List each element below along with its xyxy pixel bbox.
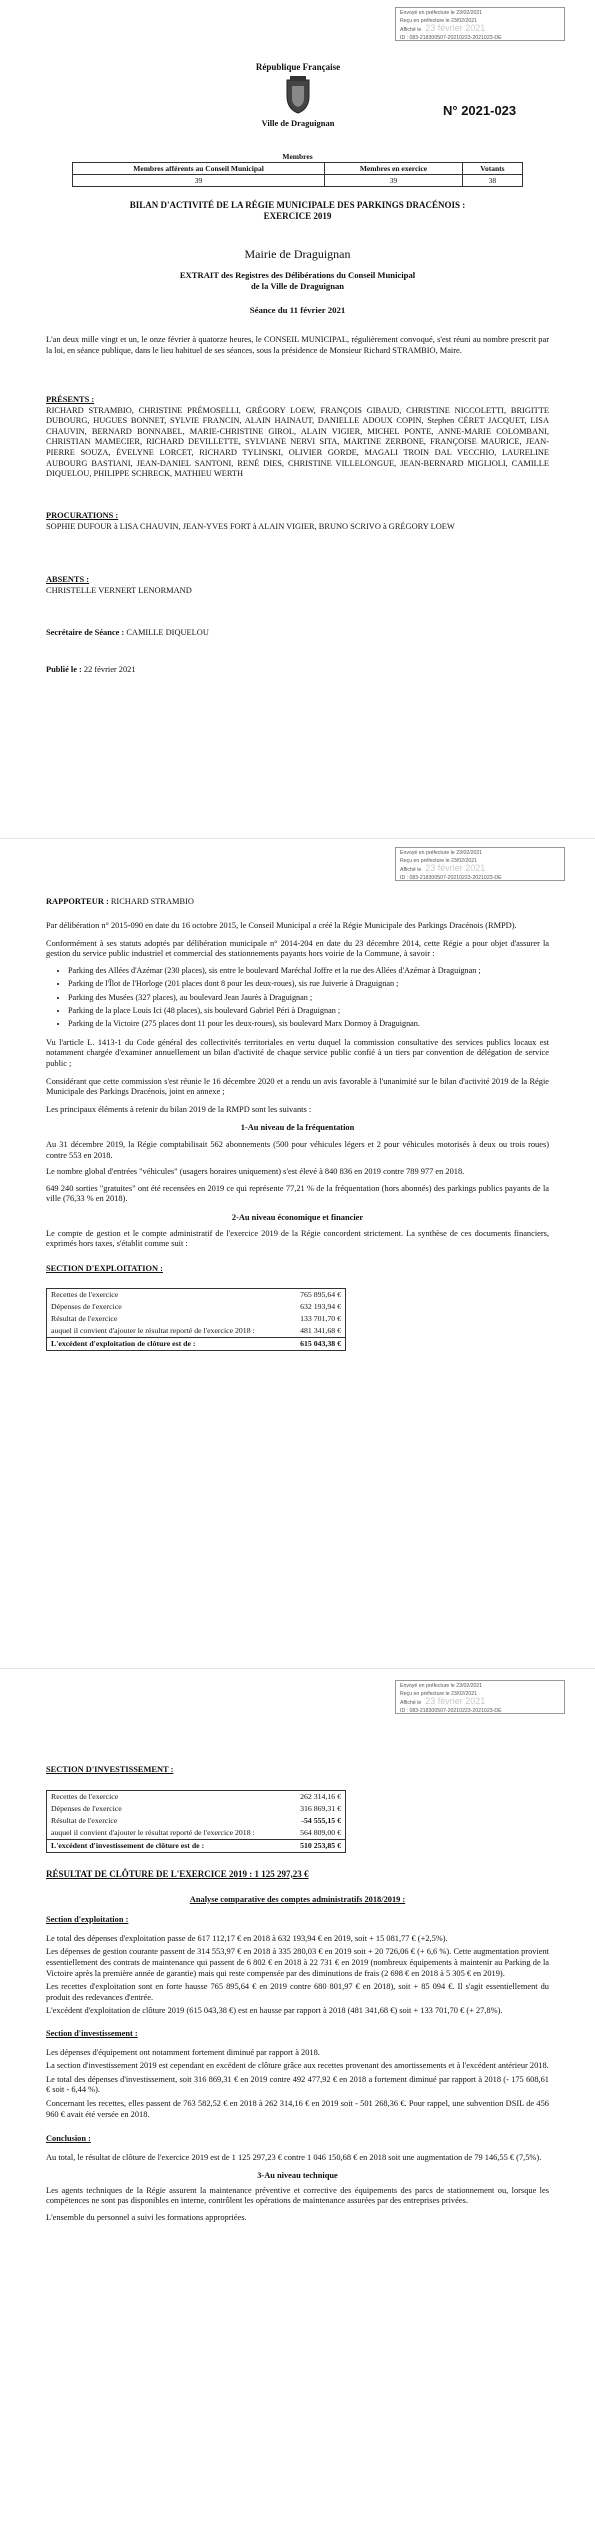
- prefecture-stamp: Envoyé en préfecture le 23/02/2021 Reçu en préfecture le 23/02/2021 Affiché le 23 février 2021 ID : 083-218300507-20210223-2021023-DE: [395, 847, 565, 881]
- members-title: Membres: [282, 152, 313, 161]
- members-header: Membres afférents au Conseil Municipal: [73, 163, 325, 175]
- publie-line: Publié le : 22 février 2021: [46, 665, 136, 674]
- table-row: L'excédent d'exploitation de clôture est de : 615 043,38 €: [47, 1338, 346, 1351]
- members-header: Votants: [462, 163, 522, 175]
- parkings-list: [46, 966, 549, 1030]
- table-row: Résultat de l'exercice 133 701,70 €: [51, 1314, 341, 1324]
- page-1: [0, 0, 595, 835]
- republic-label: République Française: [255, 62, 341, 72]
- page2-body: Par délibération n° 2015-090 en date du 16 octobre 2015, le Conseil Municipal a créé la Régie Municipale des Parkings Dracénois (RMPD). Conformément à ses statuts adoptés par délibération municipale n° 2014-204 en date du 23 décembre 2014, cette Régie a pour objet d'assurer la gestion du service public industriel et commercial des stationnements payants hors voirie de la Commune, à savoir : • Parking des Allées d'Azémar (230 places), sis entre le boulevard Maréchal Joffre et la rue des Allées d'Azémar à Draguignan ; • Parking de l'Îlot de l'Horloge (201 places dont 8 pour les deux-roues), sis rue Juiverie à Draguignan ; • Parking des Musées (327 places), au boulevard Jean Jaurès à Draguignan ; • Parking de la place Louis Ici (48 places), sis boulevard Gabriel Péri à Draguignan ; • Parking de la Victoire (275 places dont 11 pour les deux-roues), sis boulevard Marx Dormoy à Draguignan. Vu l'article L. 1413-1 du Code général des collectivités territoriales en vertu duquel la commission consultative des services publics locaux est notamment chargée d'examiner annuellement un bilan d'activité de chaque service public confié à un tiers par convention de délégation de service public ; Considérant que cette commission s'est réunie le 16 décembre 2020 et a rendu un avis favorable à l'unanimité sur le bilan d'activité 2019 de la Régie Municipale des Parkings Dracénois, joint en annexe ; Les principaux éléments à retenir du bilan 2019 de la RMPD sont les suivants : 1-Au niveau de la fréquentation Au 31 décembre 2019, la Régie comptabilisait 562 abonnements (500 pour véhicules légers et 2 pour véhicules motorisés à deux ou trois roues) contre 553 en 2018. Le nombre global d'entrées "véhicules" (usagers horaires uniquement) s'est élevé à 840 836 en 2019 contre 789 977 en 2018. 649 240 sorties "gratuites" ont été recensées en 2019 ce qui représente 77,21 % de la fréquentation (hors abonnés) des parkings publics payants de la ville (76,33 % en 2018). 2-Au niveau économique et financier Le compte de gestion et le compte administratif de l'exercice 2019 de la Régie concordent strictement. La synthèse de ces documents financiers, exprimés hors taxes, s'établit comme suit : SECTION D'EXPLOITATION : Recettes de l'exercice 765 895,64 € Dépenses de l'exercice 632 193,94 € Résultat de l'exercice 133 701,70 € auquel il convient d'ajouter le résultat reporté de l'exercice 2018 : 481 341,68 € L'excédent d'exploitation de clôture est de : 615 043,38 €: [46, 921, 549, 1351]
- table-row: Recettes de l'exercice 262 314,16 €: [51, 1791, 341, 1801]
- intro-paragraph: L'an deux mille vingt et un, le onze février à quatorze heures, le CONSEIL MUNICIPAL, régulièrement convoqué, s'est réuni au nombre prescrit par la loi, en séance publique, dans le lieu habituel de ses séances, sous la présidence de Monsieur Richard STRAMBIO, Maire.: [46, 335, 549, 355]
- page-separator: [0, 1668, 595, 1669]
- extrait-heading: EXTRAIT des Registres des Délibérations du Conseil Municipal de la Ville de Draguignan: [179, 270, 416, 291]
- prefecture-stamp: Envoyé en préfecture le 23/02/2021 Reçu en préfecture le 23/02/2021 Affiché le 23 février 2021 ID : 083-218300507-20210223-2021023-DE: [395, 7, 565, 41]
- mairie-label: Mairie de Draguignan: [244, 247, 351, 261]
- list-item: • Parking des Musées (327 places), au boulevard Jean Jaurès à Draguignan ;: [68, 993, 549, 1003]
- investissement-subheading: Section d'investissement :: [46, 2028, 138, 2038]
- frequentation-heading: 1-Au niveau de la fréquentation: [240, 1123, 355, 1133]
- city-label: Ville de Draguignan: [261, 118, 335, 128]
- members-value: 39: [73, 175, 325, 187]
- list-item: • Parking de la Victoire (275 places dont 11 pour les deux-roues), sis boulevard Marx Dormoy à Draguignan.: [68, 1019, 549, 1029]
- presents-section: PRÉSENTS : RICHARD STRAMBIO, CHRISTINE PRÉMOSELLI, GRÉGORY LOEW, FRANÇOIS GIBAUD, CHRISTINE NICCOLETTI, BRIGITTE DUBOURG, HUGUES BONNET, SYLVIE FRANCIN, ALAIN HAINAUT, DANIELLE ADOUX COPIN, Stephen CÉRET JACQUET, LISA CHAUVIN, BERNARD BONNABEL, MARIE-CHRISTINE GIROL, ALAIN VIGIER, MICHEL PONTE, ANNE-MARIE COLOMBANI, CHRISTIAN MAMECIER, RICHARD DEVILLETTE, SYLVIANE NERVI SITA, MARTINE ZERBONE, FRANÇOISE MAURICE, JEAN-PIERRE SOUZA, ÉVELYNE LORCET, RICHARD TYLINSKI, OLIVIER GORDE, MAGALI TROIN DAL VECCHIO, LAURELINE AUBOURG BASTIANI, JEAN-DANIEL SANTONI, RENÉ DIES, CHRISTINE VILLELONGUE, JEAN-BERNARD MIGLIOLI, CAMILLE DIQUELOU, PHILIPPE SCHRECK, MATHIEU WERTH: [46, 395, 549, 479]
- procurations-section: PROCURATIONS : SOPHIE DUFOUR à LISA CHAUVIN, JEAN-YVES FORT à ALAIN VIGIER, BRUNO SCRIVO à GRÉGORY LOEW: [46, 511, 455, 531]
- list-item: • Parking de la place Louis Ici (48 places), sis boulevard Gabriel Péri à Draguignan ;: [68, 1006, 549, 1016]
- technique-heading: 3-Au niveau technique: [257, 2171, 338, 2181]
- conclusion-heading: Conclusion :: [46, 2134, 91, 2144]
- city-coat-of-arms-icon: [284, 76, 312, 114]
- prefecture-stamp: Envoyé en préfecture le 23/02/2021 Reçu en préfecture le 23/02/2021 Affiché le 23 février 2021 ID : 083-218300507-20210223-2021023-DE: [395, 1680, 565, 1714]
- secretaire-line: Secrétaire de Séance : CAMILLE DIQUELOU: [46, 628, 209, 637]
- exploitation-table: [46, 1288, 346, 1351]
- page3-body: SECTION D'INVESTISSEMENT : Recettes de l'exercice 262 314,16 € Dépenses de l'exercice 316 869,31 € Résultat de l'exercice -54 555,15 € auquel il convient d'ajouter le résultat reporté de l'exercice 2018 : 564 809,00 € L'excédent d'investissement de clôture est de : 510 253,85 € RÉSULTAT DE CLÔTURE DE L'EXERCICE 2019 : 1 125 297,23 € Analyse comparative des comptes administratifs 2018/2019 : Section d'exploitation : Le total des dépenses d'exploitation passe de 617 112,17 € en 2018 à 632 193,94 € en 2019, soit + 15 081,77 € (+2,5%). Les dépenses de gestion courante passent de 314 553,97 € en 2018 à 335 280,03 € en 2019 soit + 20 726,06 € (+ 6,6 %). Cette augmentation provient essentiellement des contrats de maintenance qui passent de 6 802 € en 2018 à 22 731 € en 2019 (nombreux équipements à maintenir au Parking de la Victoire après la première année de garantie) mais qui reste compensée par des diminutions de frais (2 698 € en 2018 à 5 305 € en 2019). Les recettes d'exploitation sont en forte hausse 765 895,64 € en 2019 contre 680 801,97 € en 2018), soit + 85 094 €. Il s'agit essentiellement du produit des redevances d'entrée. L'excédent d'exploitation de clôture 2019 (615 043,38 €) est en hausse par rapport à 2018 (481 341,68 €) soit + 133 701,70 € (+ 27,8%). Section d'investissement : Les dépenses d'équipement ont notamment fortement diminué par rapport à 2018. La section d'investissement 2019 est cependant en excédent de clôture grâce aux recettes provenant des amortissements et à l'excédent antérieur 2018. Le total des dépenses d'investissement, soit 316 869,31 € en 2019 contre 492 477,92 € en 2018 a fortement diminué par rapport à 2018 (- 175 608,61 € soit - 6,44 %). Concernant les recettes, elles passent de 763 582,52 € en 2018 à 262 314,16 € en 2019 soit - 501 268,36 €. Pour rappel, une subvention DSIL de 456 960 € avait été versée en 2018. Conclusion : Au total, le résultat de clôture de l'exercice 2019 est de 1 125 297,23 € contre 1 046 150,68 € en 2018 soit une augmentation de 79 146,55 € (7,5%). 3-Au niveau technique Les agents techniques de la Régie assurent la maintenance préventive et corrective des équipements des parcs de stationnement ou, lorsque les compétences ne sont pas disponibles en interne, contrôlent les opérations de maintenance assurées par des entreprises privées. L'ensemble du personnel a suivi les formations appropriées.: [46, 1765, 549, 2223]
- exploitation-section-title: SECTION D'EXPLOITATION :: [46, 1263, 163, 1273]
- table-row: Dépenses de l'exercice 632 193,94 €: [51, 1302, 341, 1312]
- exploitation-subheading: Section d'exploitation :: [46, 1915, 129, 1925]
- members-value: 38: [462, 175, 522, 187]
- seance-date: Séance du 11 février 2021: [249, 305, 346, 315]
- investissement-section-title: SECTION D'INVESTISSEMENT :: [46, 1765, 174, 1774]
- members-table: [72, 151, 523, 187]
- members-value: 39: [325, 175, 463, 187]
- deliberation-number: N° 2021-023: [443, 103, 517, 118]
- analyse-heading: Analyse comparative des comptes administratifs 2018/2019 :: [189, 1894, 406, 1904]
- page-3: [0, 1672, 595, 2536]
- table-row: Résultat de l'exercice -54 555,15 €: [51, 1815, 341, 1825]
- list-item: • Parking de l'Îlot de l'Horloge (201 places dont 8 pour les deux-roues), sis rue Juiverie à Draguignan ;: [68, 979, 549, 989]
- resultat-cloture: RÉSULTAT DE CLÔTURE DE L'EXERCICE 2019 : 1 125 297,23 €: [46, 1868, 309, 1879]
- table-row: Recettes de l'exercice 765 895,64 €: [51, 1290, 341, 1300]
- table-row: L'excédent d'investissement de clôture est de : 510 253,85 €: [47, 1839, 346, 1852]
- members-header: Membres en exercice: [325, 163, 463, 175]
- financier-heading: 2-Au niveau économique et financier: [231, 1212, 364, 1222]
- page-2: [0, 845, 595, 1665]
- table-row: Dépenses de l'exercice 316 869,31 €: [51, 1803, 341, 1813]
- absents-section: ABSENTS : CHRISTELLE VERNERT LENORMAND: [46, 575, 192, 595]
- document-title: BILAN D'ACTIVITÉ DE LA RÉGIE MUNICIPALE DES PARKINGS DRACÉNOIS : EXERCICE 2019: [129, 200, 466, 221]
- rapporteur-line: RAPPORTEUR : RICHARD STRAMBIO: [46, 897, 194, 906]
- table-row: auquel il convient d'ajouter le résultat reporté de l'exercice 2018 : 481 341,68 €: [51, 1326, 341, 1336]
- page-separator: [0, 838, 595, 839]
- list-item: • Parking des Allées d'Azémar (230 places), sis entre le boulevard Maréchal Joffre et la rue des Allées d'Azémar à Draguignan ;: [68, 966, 549, 976]
- table-row: auquel il convient d'ajouter le résultat reporté de l'exercice 2018 : 564 809,00 €: [51, 1827, 341, 1837]
- investissement-table: [46, 1790, 346, 1853]
